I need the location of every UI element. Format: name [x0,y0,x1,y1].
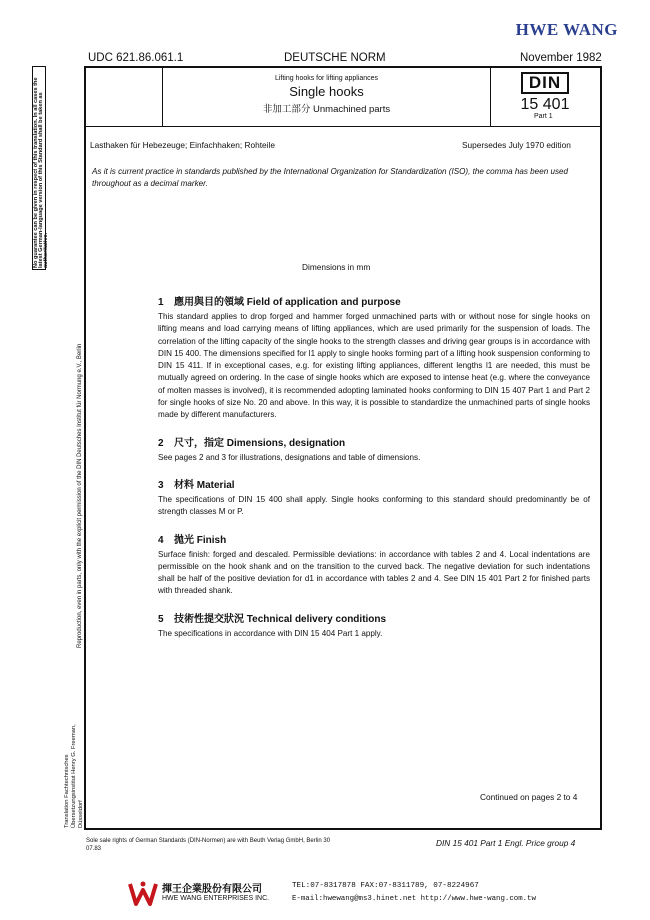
section-body: This standard applies to drop forged and hammer forged unmachined parts with or without nose for single hooks on lifting means and load carrying means of lifting appliances, which are used primarily for the suspension of loads. The correlation of the lifting capacity of the single hooks to the strength classes and driving gear groups is in accordance with DIN 15 400. The dimensions specified for l1 apply to single hooks forming part of a lifting hook suspension conforming to DIN 15 411. If in exceptional cases, e.g. for existing lifting appliances, different lengths l1 are needed, this must be mutually agreed on ordering. In the case of single hooks which are exposed to intense heat (e.g. where the conveyance of molten masses is involved), it is recommended adopting laminated hooks conforming to DIN 15 407 Part 1 and Part 2 for single hooks of size No. 20 and above. In this way, it is possible to standardize the unmachined parts of single hooks made by different manufacturers. [158,312,590,420]
section-body: The specifications in accordance with DIN 15 404 Part 1 apply. [158,628,383,638]
frame-left-line [84,66,86,829]
section-body: Surface finish: forged and descaled. Permissible deviations: in accordance with tables 2 and 4. Local indentations are permissible on the hook shank and on the transition to the curved back. The negative deviation for such indentations shall be half of the positive deviation for d1 in accordance with tables 2 and 4. See DIN 15 401 Part 2 for finished parts with threaded shank. [158,549,590,596]
doc-code: 07.83 [86,846,102,852]
section-heading [158,293,590,308]
translation-notice: Translation Fachtechnisches Übersetzungsinstitut Henry G. Freeman, Düsseldorf [64,724,84,828]
german-title: Lasthaken für Hebezeuge; Einfachhaken; Rohteile [90,140,275,150]
din-number-box [490,72,600,120]
guarantee-notice: No guarantee can be given in respect of this translation. In all cases the latest German-language version of this Standard shall be taken as authoritative. [33,77,49,268]
section-title: 拋光 Finish [174,534,227,546]
section-number: 5 [158,613,164,625]
doc-subtitle: Lifting hooks for lifting appliances [274,75,379,82]
section-number: 1 [158,297,164,308]
hwe-wang-logo-icon [128,880,158,908]
section-body: The specifications of DIN 15 400 shall apply. Single hooks conforming to this standard should predominantly be of strength classes M or P. [158,494,590,517]
company-name-cn: 揮王企業股份有限公司 [162,884,262,895]
section-body: See pages 2 and 3 for illustrations, designations and table of dimensions. [158,452,421,462]
issue-date: November 1982 [520,52,602,64]
doc-title: Single hooks [289,84,364,99]
din-number: 15 401 [520,96,570,113]
din-logo: DIN [521,72,569,94]
header-divider [84,126,602,127]
section-heading [158,610,590,625]
udc-number: UDC 621.86.061.1 [88,52,184,64]
section-number: 3 [158,479,164,491]
section-3 [158,476,590,519]
intro-note: As it is current practice in standards published by the International Organization for Standardization (ISO), the comma has been used throughout as a decimal marker. [92,167,568,189]
doc-subtitle-unmachined: 非加工部分 Unmachined parts [262,104,391,115]
section-1 [158,293,590,422]
contact-phone-fax: TEL:07-8317878 FAX:07-8311789, 07-8224967 [292,882,479,890]
dimensions-note: Dimensions in mm [302,262,371,272]
section-4 [158,531,590,598]
section-number: 4 [158,534,164,546]
section-title: 材料 Material [174,479,235,491]
sections-container [158,293,590,640]
supersedes-note: Supersedes July 1970 edition [462,140,571,150]
section-title: 應用與目的領域 Field of application and purpose [174,297,401,308]
frame-right-line [600,66,602,829]
contact-email-web: E-mail:hwewang@ms3.hinet.net http://www.hwe-wang.com.tw [292,895,536,903]
section-heading [158,531,590,546]
section-heading [158,476,590,491]
continued-note: Continued on pages 2 to 4 [480,792,578,802]
company-name-en: HWE WANG ENTERPRISES INC. [162,895,270,902]
section-title: 技術性提交狀況 Technical delivery conditions [174,613,387,625]
deutsche-norm-label: DEUTSCHE NORM [284,52,386,64]
section-5 [158,610,590,640]
brand-name: HWE WANG [515,20,618,39]
frame-bottom-line [84,828,602,830]
reproduction-notice: Reproduction, even in parts, only with the explicit permission of the DIN Deutsches Institut für Normung e.V., Berlin [77,343,83,648]
sales-rights-note: Sole sale rights of German Standards (DIN-Normen) are with Beuth Verlag GmbH, Berlin 30 [86,838,331,844]
section-title: 尺寸，指定 Dimensions, designation [174,437,346,449]
section-heading [158,434,590,449]
price-group: DIN 15 401 Part 1 Engl. Price group 4 [436,838,576,848]
section-number: 2 [158,437,164,449]
section-2 [158,434,590,464]
din-part: Part 1 [534,113,553,120]
title-box [162,67,491,126]
